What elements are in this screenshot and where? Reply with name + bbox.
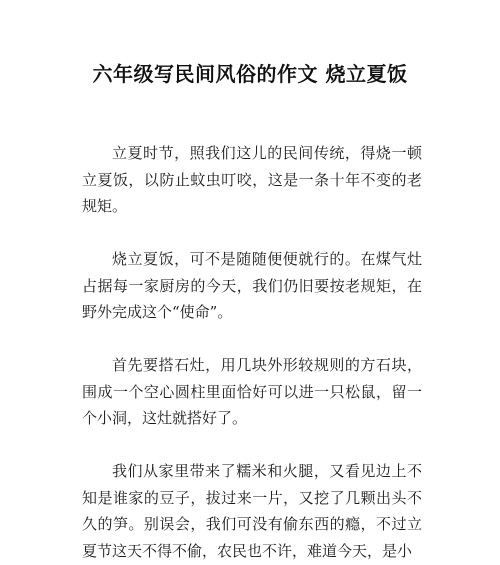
paragraph-2: 烧立夏饭，可不是随随便便就行的。在煤气灶占据每一家厨房的今天，我们仍旧要按老规矩，在野外完成这个“使命”。 xyxy=(82,250,422,321)
paragraph-4: 我们从家里带来了糯米和火腿，又看见边上不知是谁家的豆子，拔过来一片，又挖了几颗出头不久的笋。别误会，我们可没有偷东西的瘾，不过立夏节这天不得不偷，农民也不许，难道今天，是小 xyxy=(82,462,422,560)
article-body xyxy=(82,140,422,565)
article-title: 六年级写民间风俗的作文 烧立夏饭 xyxy=(92,62,408,86)
paragraph-1: 立夏时节，照我们这儿的民间传统，得烧一顿立夏饭，以防止蚊虫叮咬，这是一条十年不变的老规矩。 xyxy=(82,144,422,215)
paragraph-3: 首先要搭石灶，用几块外形较规则的方石块，围成一个空心圆柱里面恰好可以进一只松鼠，留一个小洞，这灶就搭好了。 xyxy=(82,356,422,427)
